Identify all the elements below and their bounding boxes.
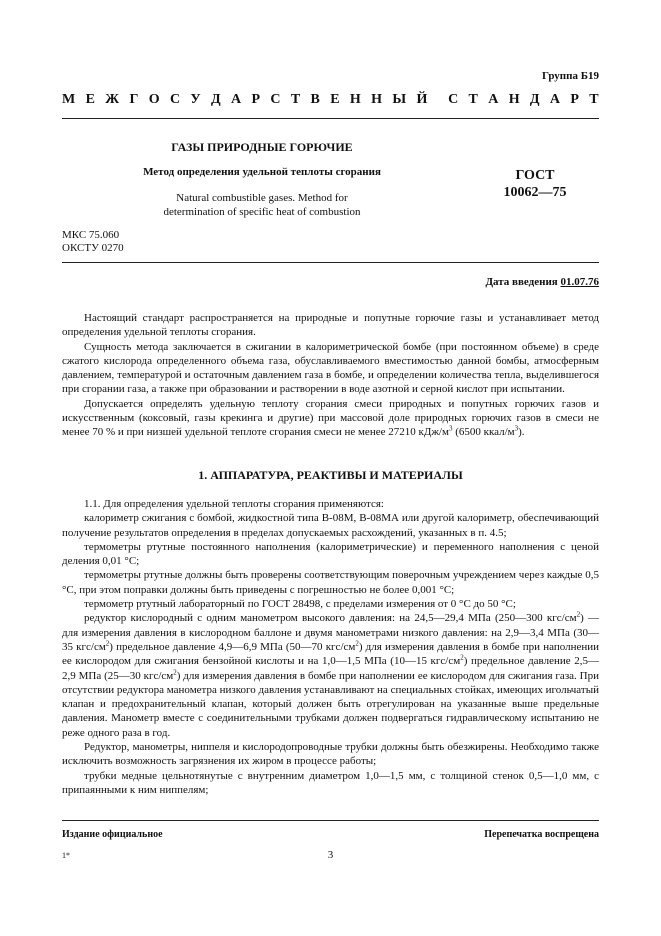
banner-letter: Е bbox=[85, 92, 95, 107]
banner-letter: Ж bbox=[105, 92, 120, 107]
section-paragraph: Редуктор, манометры, ниппеля и кислородопроводные трубки должны быть обезжирены. Необходимо также исключить возможность загрязнения их жиром в процессе работы; bbox=[62, 741, 599, 768]
section-paragraph bbox=[62, 611, 599, 740]
section-paragraph: термометр ртутный лабораторный по ГОСТ 28498, с пределами измерения от 0 °С до 50 °С; bbox=[84, 598, 516, 611]
section-paragraph: трубки медные цельнотянутые с внутренним диаметром 1,0—1,5 мм, с толщиной стенок 0,5—1,0 мм, с припаянными к ним ниппелям; bbox=[62, 769, 599, 796]
superscript: 2 bbox=[173, 667, 177, 676]
banner-letter: В bbox=[310, 92, 320, 107]
document-subtitle: Метод определения удельной теплоты сгорания bbox=[143, 166, 381, 178]
introduction-date bbox=[485, 276, 599, 288]
intro-date-label: Дата введения bbox=[485, 276, 558, 288]
banner-letter: Ы bbox=[392, 92, 407, 107]
mks-code: МКС 75.060 bbox=[62, 229, 120, 241]
english-title bbox=[62, 191, 462, 219]
banner-letter: О bbox=[148, 92, 160, 107]
superscript: 3 bbox=[448, 424, 453, 433]
intro-paragraph: Настоящий стандарт распространяется на природные и попутные горючие газы и устанавливает метод определения удельной теплоты сгорания. bbox=[62, 312, 599, 339]
gost-label: ГОСТ bbox=[515, 168, 555, 183]
banner-letter: Й bbox=[416, 92, 428, 107]
header-rule bbox=[62, 118, 599, 119]
signature-mark: 1* bbox=[62, 851, 70, 860]
banner-letter: А bbox=[549, 92, 561, 107]
intro-text bbox=[62, 311, 599, 440]
reducer-text: ) — для измерения давления в кислородном баллоне и двумя манометрами низкого давления: на 2,9—3,4 МПа (30—35 кгс/см bbox=[62, 612, 599, 653]
banner-letter: Н bbox=[508, 92, 520, 107]
section-heading: 1. АППАРАТУРА, РЕАКТИВЫ И МАТЕРИАЛЫ bbox=[198, 468, 463, 482]
intro-paragraph: Сущность метода заключается в сжигании в калориметрической бомбе (при постоянном объеме) в среде сжатого кислорода определенного объема газа, обуславливаемого вместимостью данной бомбы, атмосферным давлением, температурой и остаточным давлением газа в бомбе, и определении количества тепла, выделившегося при сгорании газа, а также при образовании и растворении в воде азотной и серной кислот при испытании. bbox=[62, 340, 599, 396]
banner-letter: С bbox=[270, 92, 281, 107]
okstu-code: ОКСТУ 0270 bbox=[62, 242, 124, 254]
superscript: 2 bbox=[576, 610, 581, 619]
section-body bbox=[62, 497, 599, 797]
gost-number: 10062—75 bbox=[503, 185, 567, 200]
codes-rule bbox=[62, 262, 599, 263]
reprint-prohibited-label: Перепечатка воспрещена bbox=[484, 829, 599, 840]
section-paragraph: термометры ртутные постоянного наполнения (калориметрические) и переменного наполнения с ценой деления 0,01 °С; bbox=[62, 540, 599, 568]
para3-text2: (6500 ккал/м bbox=[452, 426, 515, 439]
superscript: 2 bbox=[355, 639, 359, 648]
intro-date-value: 01.07.76 bbox=[560, 276, 599, 288]
official-edition-label: Издание официальное bbox=[62, 829, 163, 840]
section-paragraph: калориметр сжигания с бомбой, жидкостной типа В-08М, В-08МА или другой калориметр, обеспечивающий получение результатов определения в пределах допускаемых расхождений, указанных в п. 4.5; bbox=[62, 512, 599, 539]
banner-letter: У bbox=[190, 92, 201, 107]
reducer-text: ) для измерения давления в бомбе при наполнении ее кислородом для сжигания газа. При отсутствии редуктора манометра низкого давления устанавливают на специальных стойках, имеющих игольчатый клапан и предохранительный клапан, который должен быть отрегулирован на указанные выше предельные давления. Манометр вместе с соединительными трубками должен подвергаться гидравлическому испытанию не реже одного раза в год. bbox=[62, 669, 599, 739]
banner-letter: Д bbox=[529, 92, 540, 107]
banner-letter: А bbox=[231, 92, 242, 107]
banner-letter: Н bbox=[349, 92, 361, 107]
section-paragraph: 1.1. Для определения удельной теплоты сгорания применяются: bbox=[84, 498, 384, 510]
reducer-text: редуктор кислородный с одним манометром высокого давления: на 24,5—29,4 МПа (250—300 кгс/см bbox=[84, 612, 577, 625]
banner-letter: Р bbox=[570, 92, 579, 107]
intro-paragraph bbox=[62, 397, 599, 440]
para3-text: Допускается определять удельную теплоту сгорания смеси природных и попутных горючих газов и искусственным (коксовый, газы крекинга и другие) при массовой доле природных горючих газов в смеси не менее 70 % и при низшей удельной теплоте сгорания смеси не менее 27210 кДж/м bbox=[62, 397, 599, 439]
superscript: 2 bbox=[105, 639, 110, 648]
banner-letter: Т bbox=[290, 92, 301, 107]
gost-designation bbox=[480, 167, 590, 201]
banner-letter: М bbox=[62, 92, 76, 107]
superscript: 3 bbox=[514, 424, 519, 433]
section-paragraph: термометры ртутные должны быть проверены соответствующим поверочным учреждением через каждые 0,5 °С, при этом поправки должны быть приведены с погрешностью не более 0,001 °С; bbox=[62, 569, 599, 596]
english-title-line: Natural combustible gases. Method for bbox=[176, 192, 348, 204]
banner-letter: Т bbox=[468, 92, 478, 107]
banner-letter: С bbox=[169, 92, 181, 107]
banner-letter: С bbox=[448, 92, 459, 107]
interstate-standard-banner bbox=[62, 92, 599, 108]
reducer-text: ) предельное давление 4,9—6,9 МПа (50—70 кгс/см bbox=[109, 640, 356, 653]
banner-letter: Р bbox=[251, 92, 261, 107]
banner-letter: Д bbox=[211, 92, 221, 107]
banner-letter: Г bbox=[129, 92, 139, 107]
banner-letter: Е bbox=[330, 92, 340, 107]
page-number: 3 bbox=[327, 849, 334, 861]
english-title-line: determination of specific heat of combustion bbox=[163, 206, 361, 218]
para3-text3: ). bbox=[518, 426, 525, 439]
document-title: ГАЗЫ ПРИРОДНЫЕ ГОРЮЧИЕ bbox=[171, 140, 353, 154]
banner-letter: Т bbox=[589, 92, 599, 107]
banner-letter: А bbox=[488, 92, 499, 107]
banner-letter: Н bbox=[371, 92, 383, 107]
group-label: Группа Б19 bbox=[542, 70, 599, 82]
classification-codes bbox=[62, 229, 124, 255]
superscript: 2 bbox=[460, 653, 464, 662]
footer-rule bbox=[62, 820, 599, 821]
reducer-text: ) предельное давление 2,5—2,9 МПа (25—30 кгс/см bbox=[62, 655, 599, 682]
reducer-text: ) для измерения давления в бомбе при наполнении ее кислородом для сжигания бензойной кислоты и на 1,0—1,5 МПа (10—15 кгс/см bbox=[62, 640, 600, 668]
